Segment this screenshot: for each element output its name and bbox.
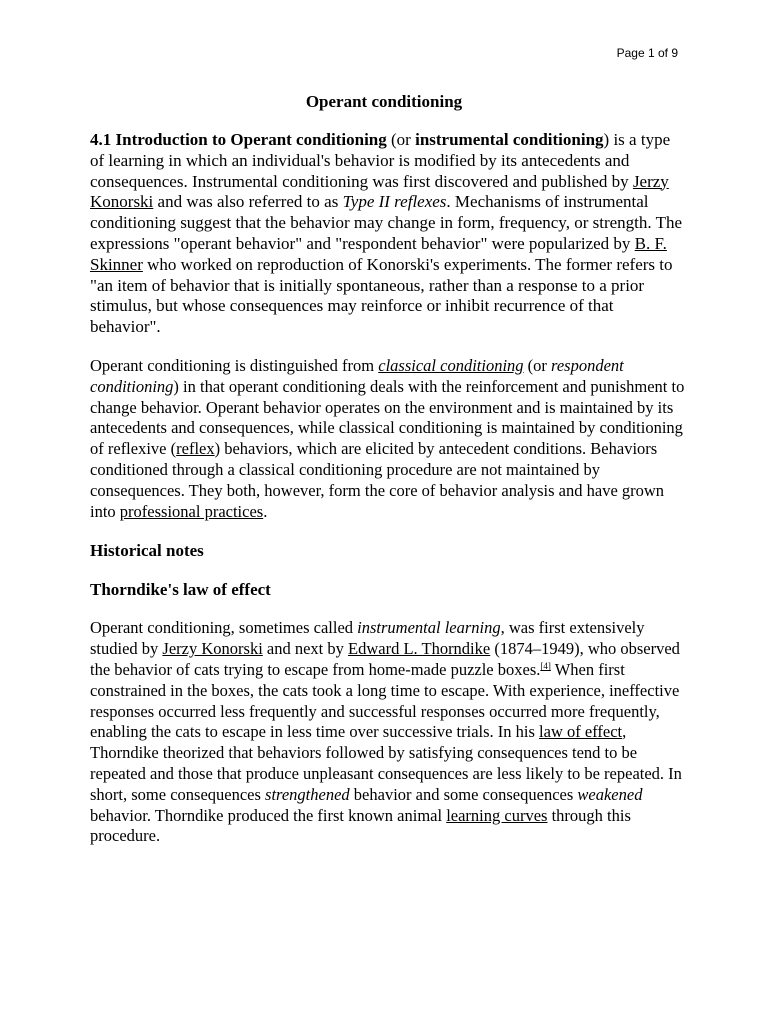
classical-paragraph: Operant conditioning is distinguished from classical conditioning (or respondent conditioning) in that operant conditioning deals with the reinforcement and punishment to change behavior. Operant behavior operates on the environment and is maintained by its antecedents and consequences, while classical conditioning is maintained by conditioning of reflexive (reflex) behaviors, which are elicited by antecedent conditions. Behaviors conditioned through a classical conditioning procedure are not maintained by consequences. They both, however, form the core of behavior analysis and have grown into professional practices. xyxy=(90,355,685,521)
link-reflex[interactable]: reflex xyxy=(176,439,215,459)
heading-historical-notes: Historical notes xyxy=(90,541,204,561)
italic-term: weakened xyxy=(577,784,643,804)
link-edward-thorndike[interactable]: Edward L. Thorndike xyxy=(348,639,491,659)
link-bf-skinner[interactable]: B. F. Skinner xyxy=(90,233,667,274)
page-number: Page 1 of 9 xyxy=(616,46,678,60)
italic-term: Type II reflexes xyxy=(342,192,447,212)
bold-term: instrumental conditioning xyxy=(415,130,604,149)
link-jerzy-konorski[interactable]: Jerzy Konorski xyxy=(162,639,263,659)
document-body xyxy=(90,130,688,865)
link-law-of-effect[interactable]: law of effect xyxy=(539,722,623,742)
link-learning-curves[interactable]: learning curves xyxy=(446,805,548,825)
intro-paragraph: 4.1 Introduction to Operant conditioning (or instrumental conditioning) is a type of learning in which an individual's behavior is modified by its antecedents and consequences. Instrumental conditioning was first discovered and published by Jerzy Konorski and was also referred to as Type II reflexes. Mechanisms of instrumental conditioning suggest that the behavior may change in form, frequency, or strength. The expressions "operant behavior" and "respondent behavior" were popularized by B. F. Skinner who worked on reproduction of Konorski's experiments. The former refers to "an item of behavior that is initially spontaneous, rather than a response to a prior stimulus, but whose consequences may reinforce or inhibit recurrence of that behavior". xyxy=(90,130,683,337)
reference-link[interactable]: [4] xyxy=(540,660,551,671)
thorndike-paragraph: Operant conditioning, sometimes called instrumental learning, was first extensively studied by Jerzy Konorski and next by Edward L. Thorndike (1874–1949), who observed the behavior of cats trying to escape from home-made puzzle boxes.[4] When first constrained in the boxes, the cats took a long time to escape. With experience, ineffective responses occurred less frequently and successful responses occurred more frequently, enabling the cats to escape in less time over successive trials. In his law of effect, Thorndike theorized that behaviors followed by satisfying consequences tend to be repeated and those that produce unpleasant consequences are less likely to be repeated. In short, some consequences strengthened behavior and some consequences weakened behavior. Thorndike produced the first known animal learning curves through this procedure. xyxy=(90,618,682,846)
heading-thorndike: Thorndike's law of effect xyxy=(90,580,271,600)
italic-term: instrumental learning xyxy=(357,618,501,638)
link-professional-practices[interactable]: professional practices xyxy=(119,501,264,521)
italic-term: strengthened xyxy=(265,784,350,804)
document-title: Operant conditioning xyxy=(305,92,463,111)
italic-term: respondent conditioning xyxy=(90,355,624,396)
link-classical-conditioning[interactable]: classical conditioning xyxy=(378,355,524,375)
section-heading: 4.1 Introduction to Operant conditioning xyxy=(90,130,387,149)
link-jerzy-konorski[interactable]: Jerzy Konorski xyxy=(90,171,669,212)
